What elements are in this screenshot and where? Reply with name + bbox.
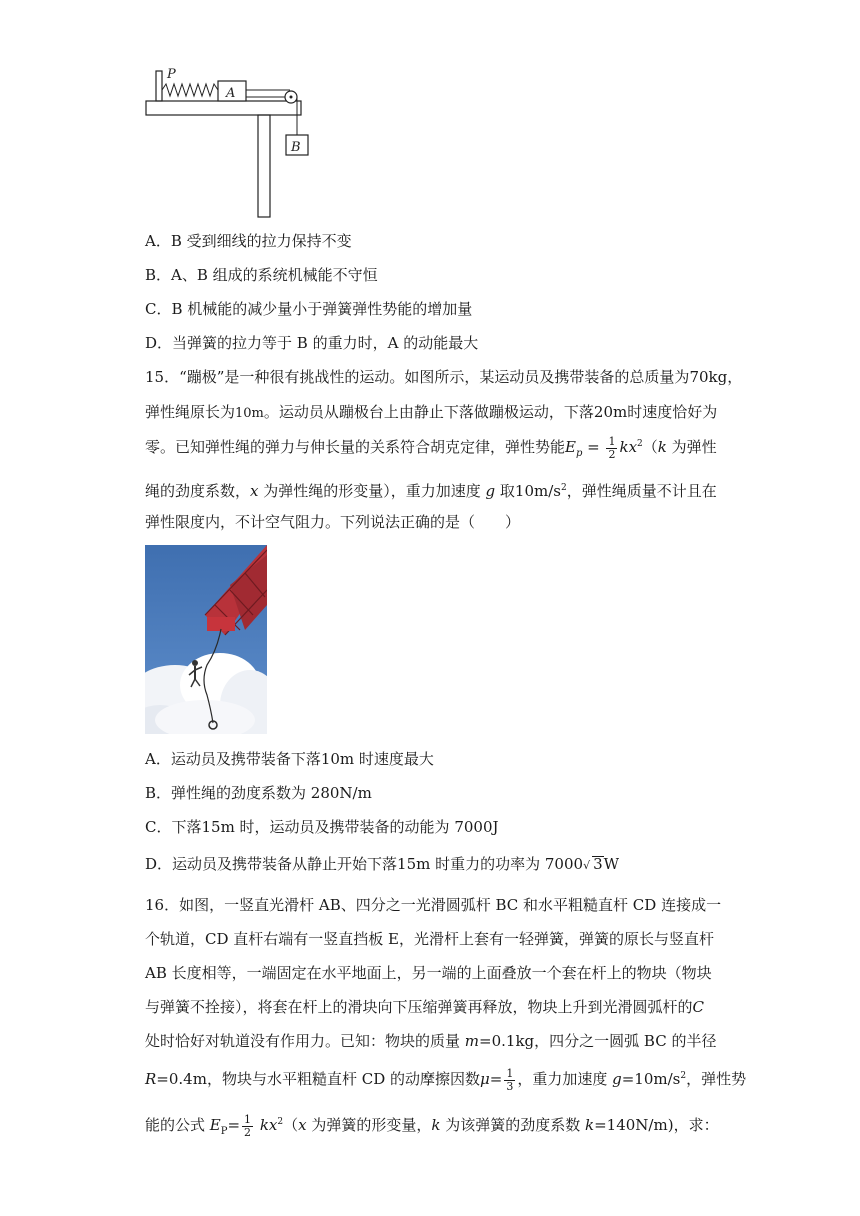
q16-line-3: AB 长度相等，一端固定在水平地面上，另一端的上面叠放一个套在杆上的物块（物块 [145, 964, 712, 982]
q15-option-b: B．弹性绳的劲度系数为 280N/m [145, 784, 372, 802]
q14-option-a: A．B 受到细线的拉力保持不变 [145, 232, 352, 250]
bungee-photo [145, 545, 267, 734]
q16-line-2: 个轨道，CD 直杆右端有一竖直挡板 E，光滑杆上套有一轻弹簧，弹簧的原长与竖直杆 [145, 930, 714, 948]
label-p: P [167, 67, 176, 82]
q16-line-1: 16．如图，一竖直光滑杆 AB、四分之一光滑圆弧杆 BC 和水平粗糙直杆 CD 连接成一 [145, 896, 722, 914]
q15-line-2: 弹性绳原长为10m。运动员从蹦极台上由静止下落做蹦极运动，下落20m时速度恰好为 [145, 403, 718, 421]
spring-pulley-figure [140, 60, 330, 225]
q16-line-5: 处时恰好对轨道没有作用力。已知：物块的质量 m=0.1kg，四分之一圆弧 BC 的半径 [145, 1032, 717, 1050]
q15-line-1: 15．“蹦极”是一种很有挑战性的运动。如图所示，某运动员及携带装备的总质量为70kg， [145, 368, 743, 386]
label-a: A [226, 86, 236, 101]
q15-option-d: D．运动员及携带装备从静止开始下落15m 时重力的功率为 7000√ 3W [145, 855, 620, 873]
q14-option-b: B．A、B 组成的系统机械能不守恒 [145, 266, 378, 284]
q15-line-4: 绳的劲度系数，x 为弹性绳的形变量），重力加速度 g 取$10m/s^2$，弹性绳质量不计且在 [145, 482, 717, 500]
q16-line-4: 与弹簧不拴接），将套在杆上的滑块向下压缩弹簧再释放，物块上升到光滑圆弧杆的C [145, 998, 704, 1016]
fraction-one-third: $\frac{1}{3}$ [506, 1066, 514, 1093]
q15-line-5: 弹性限度内，不计空气阻力。下列说法正确的是（ ） [145, 513, 521, 531]
q14-option-d: D．当弹簧的拉力等于 B 的重力时，A 的动能最大 [145, 334, 479, 352]
q15-option-c: C．下落15m 时，运动员及携带装备的动能为 7000J [145, 818, 499, 836]
q15-line-3: 零。已知弹性绳的弹力与伸长量的关系符合胡克定律，弹性势能$E_p$ = $\frac{1}{2}$ $kx^2(k$ 为弹性 [145, 434, 717, 461]
label-b: B [291, 140, 301, 155]
fraction-one-half-2: $\frac{1}{2}$ [244, 1112, 252, 1139]
q15-option-a: A．运动员及携带装备下落10m 时速度最大 [145, 750, 434, 768]
spring [162, 84, 218, 96]
q16-line-7: 能的公式 $E_P=$ $\frac{1}{2}$ $kx^2(x$ 为弹簧的形变量，k 为该弹簧的劲度系数 k=140N/m)，求： [145, 1112, 719, 1139]
q16-line-6: R=0.4m，物块与水平粗糙直杆 CD 的动摩擦因数μ= $\frac{1}{3}$ ，重力加速度 $g=10m/s^2$，弹性势 [145, 1066, 747, 1093]
fraction-one-half: $\frac{1}{2}$ [608, 434, 616, 461]
q14-option-c: C．B 机械能的减少量小于弹簧弹性势能的增加量 [145, 300, 473, 318]
